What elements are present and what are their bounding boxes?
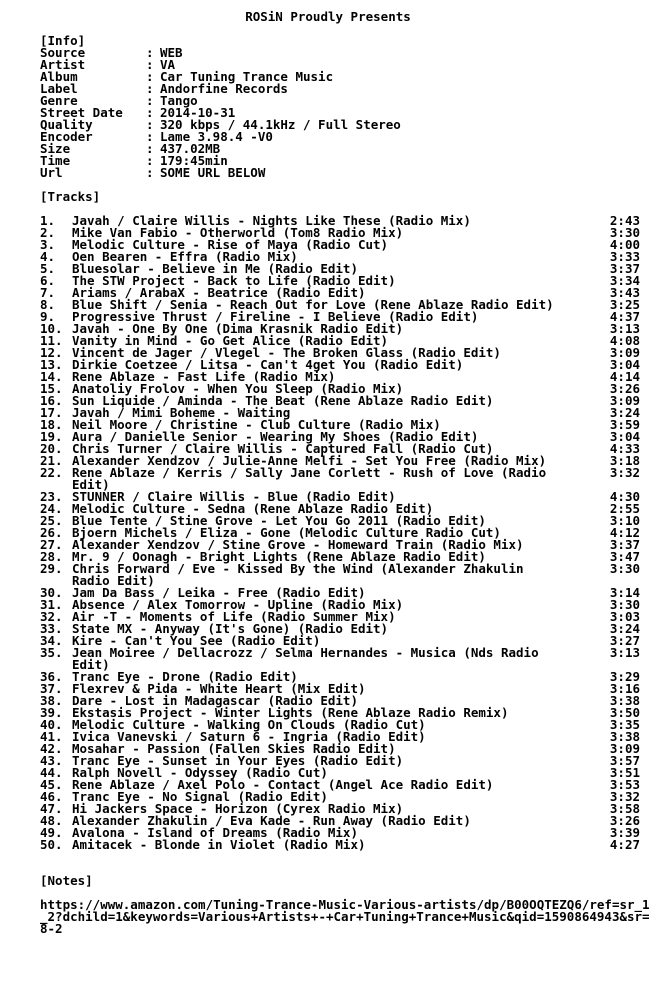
track-title: Alexander Xendzov / Julie-Anne Melfi - Set You Free (Radio Mix): [72, 453, 547, 468]
info-key: Street Date: [40, 105, 123, 120]
track-title: Hi Jackers Space - Horizon (Cyrex Radio Mix): [72, 801, 404, 816]
track-title: Jam Da Bass / Leika - Free (Radio Edit): [72, 585, 366, 600]
track-number: 25.: [40, 513, 63, 528]
track-title: Anatoliy Frolov - When You Sleep (Radio Mix): [72, 381, 404, 396]
track-title: Flexrev & Pida - White Heart (Mix Edit): [72, 681, 366, 696]
info-value: Car Tuning Trance Music: [160, 69, 334, 84]
info-separator: :: [146, 165, 154, 180]
track-number: 24.: [40, 501, 63, 516]
track-title: Neil Moore / Christine - Club Culture (Radio Mix): [72, 417, 441, 432]
track-title: Absence / Alex Tomorrow - Upline (Radio Mix): [72, 597, 404, 612]
track-title: Sun Liquide / Aminda - The Beat (Rene Ablaze Radio Edit): [72, 393, 494, 408]
track-number: 20.: [40, 441, 63, 456]
info-key: Size: [40, 141, 71, 156]
track-title: Ekstasis Project - Winter Lights (Rene Ablaze Radio Remix): [72, 705, 509, 720]
track-number: 1.: [40, 213, 56, 228]
track-title: Jean Moiree / Dellacrozz / Selma Hernandes - Musica (Nds Radio Edit): [72, 645, 539, 672]
info-section-header: [Info]: [40, 33, 86, 48]
track-title: STUNNER / Claire Willis - Blue (Radio Edit): [72, 489, 396, 504]
track-duration: 3:03: [609, 609, 640, 624]
track-duration: 3:30: [609, 225, 640, 240]
info-value: Lame 3.98.4 -V0: [160, 129, 273, 144]
track-number: 32.: [40, 609, 63, 624]
track-title: Mosahar - Passion (Fallen Skies Radio Edit): [72, 741, 396, 756]
track-number: 14.: [40, 369, 63, 384]
info-value: 320 kbps / 44.1kHz / Full Stereo: [160, 117, 401, 132]
info-separator: :: [146, 141, 154, 156]
info-value: SOME URL BELOW: [160, 165, 266, 180]
track-duration: 3:50: [609, 705, 640, 720]
track-title: Chris Turner / Claire Willis - Captured Fall (Radio Cut): [72, 441, 494, 456]
track-title: Ralph Novell - Odyssey (Radio Cut): [72, 765, 328, 780]
track-duration: 3:38: [609, 693, 640, 708]
track-title: Mike Van Fabio - Otherworld (Tom8 Radio Mix): [72, 225, 404, 240]
track-number: 43.: [40, 753, 63, 768]
track-number: 17.: [40, 405, 63, 420]
track-number: 27.: [40, 537, 63, 552]
track-number: 3.: [40, 237, 56, 252]
track-number: 34.: [40, 633, 63, 648]
track-duration: 3:16: [609, 681, 640, 696]
info-value: Andorfine Records: [160, 81, 288, 96]
track-title: Ivica Vanevski / Saturn 6 - Ingria (Radio Edit): [72, 729, 426, 744]
track-number: 50.: [40, 837, 63, 852]
track-duration: 3:26: [609, 813, 640, 828]
page-title: ROSiN Proudly Presents: [245, 9, 411, 24]
info-separator: :: [146, 153, 154, 168]
track-duration: 3:26: [609, 381, 640, 396]
track-number: 12.: [40, 345, 63, 360]
track-number: 30.: [40, 585, 63, 600]
track-number: 18.: [40, 417, 63, 432]
track-title: Vanity in Mind - Go Get Alice (Radio Edit): [72, 333, 389, 348]
track-number: 13.: [40, 357, 63, 372]
track-number: 5.: [40, 261, 56, 276]
track-number: 42.: [40, 741, 63, 756]
info-separator: :: [146, 93, 154, 108]
track-title: Oen Bearen - Effra (Radio Mix): [72, 249, 298, 264]
track-duration: 3:47: [609, 549, 640, 564]
track-duration: 3:09: [609, 393, 640, 408]
notes-url[interactable]: https://www.amazon.com/Tuning-Trance-Music-Various-artists/dp/B00OQTEZQ6/ref=sr_1_2?dchild=1&keywords=Various+Artists+-+Car+Tuning+Trance+Music&qid=1590864943&sr=8-2: [40, 897, 650, 936]
track-number: 22.: [40, 465, 63, 480]
track-duration: 3:14: [609, 585, 640, 600]
info-key: Time: [40, 153, 71, 168]
info-key: Label: [40, 81, 78, 96]
info-separator: :: [146, 69, 154, 84]
track-duration: 3:29: [609, 669, 640, 684]
info-key: Source: [40, 45, 86, 60]
track-duration: 3:25: [609, 297, 640, 312]
track-duration: 2:55: [609, 501, 640, 516]
track-number: 40.: [40, 717, 63, 732]
track-number: 19.: [40, 429, 63, 444]
track-duration: 3:38: [609, 729, 640, 744]
track-duration: 4:14: [609, 369, 640, 384]
track-duration: 4:00: [609, 237, 640, 252]
track-title: Javah - One By One (Dima Krasnik Radio Edit): [72, 321, 404, 336]
info-separator: :: [146, 117, 154, 132]
track-duration: 3:35: [609, 717, 640, 732]
track-number: 23.: [40, 489, 63, 504]
track-number: 28.: [40, 549, 63, 564]
track-title: Javah / Claire Willis - Nights Like These (Radio Mix): [72, 213, 471, 228]
track-duration: 4:12: [609, 525, 640, 540]
track-duration: 3:18: [609, 453, 640, 468]
track-title: Melodic Culture - Rise of Maya (Radio Cut): [72, 237, 389, 252]
track-number: 39.: [40, 705, 63, 720]
track-number: 36.: [40, 669, 63, 684]
track-duration: 3:37: [609, 261, 640, 276]
track-title: Rene Ablaze - Fast Life (Radio Mix): [72, 369, 336, 384]
track-title: Dare - Lost in Madagascar (Radio Edit): [72, 693, 358, 708]
track-number: 38.: [40, 693, 63, 708]
track-duration: 4:30: [609, 489, 640, 504]
track-title: Air -T - Moments of Life (Radio Summer Mix): [72, 609, 396, 624]
track-duration: 3:51: [609, 765, 640, 780]
track-duration: 3:30: [609, 597, 640, 612]
track-title: Progressive Thrust / Fireline - I Believe (Radio Edit): [72, 309, 479, 324]
track-title: Chris Forward / Eve - Kissed By the Wind (Alexander Zhakulin Radio Edit): [72, 561, 524, 588]
track-title: Melodic Culture - Walking On Clouds (Radio Cut): [72, 717, 426, 732]
track-number: 44.: [40, 765, 63, 780]
track-duration: 3:13: [609, 321, 640, 336]
track-duration: 4:08: [609, 333, 640, 348]
track-duration: 3:10: [609, 513, 640, 528]
track-duration: 3:24: [609, 405, 640, 420]
track-number: 48.: [40, 813, 63, 828]
track-number: 16.: [40, 393, 63, 408]
track-number: 37.: [40, 681, 63, 696]
track-duration: 3:32: [609, 465, 640, 480]
info-key: Album: [40, 69, 78, 84]
track-title: Blue Shift / Senia - Reach Out for Love (Rene Ablaze Radio Edit): [72, 297, 554, 312]
info-value: WEB: [160, 45, 183, 60]
track-duration: 3:04: [609, 357, 640, 372]
track-duration: 3:33: [609, 249, 640, 264]
track-title: Avalona - Island of Dreams (Radio Mix): [72, 825, 358, 840]
track-title: Tranc Eye - Sunset in Your Eyes (Radio Edit): [72, 753, 404, 768]
info-separator: :: [146, 129, 154, 144]
track-number: 10.: [40, 321, 63, 336]
track-number: 33.: [40, 621, 63, 636]
track-title: Alexander Zhakulin / Eva Kade - Run Away (Radio Edit): [72, 813, 471, 828]
info-separator: :: [146, 45, 154, 60]
info-value: VA: [160, 57, 176, 72]
track-duration: 2:43: [609, 213, 640, 228]
track-duration: 3:30: [609, 561, 640, 576]
track-number: 45.: [40, 777, 63, 792]
track-duration: 4:33: [609, 441, 640, 456]
track-number: 21.: [40, 453, 63, 468]
track-title: Kire - Can't You See (Radio Edit): [72, 633, 321, 648]
track-title: Vincent de Jager / Vlegel - The Broken Glass (Radio Edit): [72, 345, 501, 360]
track-title: Melodic Culture - Sedna (Rene Ablaze Radio Edit): [72, 501, 434, 516]
track-title: State MX - Anyway (It's Gone) (Radio Edit): [72, 621, 389, 636]
track-title: Mr. 9 / Oonagh - Bright Lights (Rene Ablaze Radio Edit): [72, 549, 486, 564]
track-number: 35.: [40, 645, 63, 660]
info-key: Quality: [40, 117, 93, 132]
track-duration: 3:43: [609, 285, 640, 300]
track-title: Blue Tente / Stine Grove - Let You Go 2011 (Radio Edit): [72, 513, 486, 528]
track-number: 11.: [40, 333, 63, 348]
track-duration: 3:37: [609, 537, 640, 552]
track-duration: 4:27: [609, 837, 640, 852]
track-title: Rene Ablaze / Kerris / Sally Jane Corlett - Rush of Love (Radio Edit): [72, 465, 547, 492]
info-key: Genre: [40, 93, 78, 108]
track-title: The STW Project - Back to Life (Radio Edit): [72, 273, 396, 288]
track-number: 29.: [40, 561, 63, 576]
track-number: 26.: [40, 525, 63, 540]
track-duration: 3:58: [609, 801, 640, 816]
info-key: Encoder: [40, 129, 93, 144]
track-title: Javah / Mimi Boheme - Waiting: [72, 405, 291, 420]
info-value: 2014-10-31: [160, 105, 236, 120]
tracks-section-header: [Tracks]: [40, 189, 101, 204]
track-title: Bjoern Michels / Eliza - Gone (Melodic Culture Radio Cut): [72, 525, 501, 540]
track-title: Aura / Danielle Senior - Wearing My Shoes (Radio Edit): [72, 429, 479, 444]
track-number: 49.: [40, 825, 63, 840]
track-number: 47.: [40, 801, 63, 816]
track-duration: 3:09: [609, 741, 640, 756]
info-separator: :: [146, 57, 154, 72]
info-value: 179:45min: [160, 153, 228, 168]
track-number: 8.: [40, 297, 56, 312]
track-duration: 4:37: [609, 309, 640, 324]
track-duration: 3:09: [609, 345, 640, 360]
info-value: Tango: [160, 93, 198, 108]
track-number: 4.: [40, 249, 56, 264]
track-number: 41.: [40, 729, 63, 744]
track-duration: 3:04: [609, 429, 640, 444]
track-title: Alexander Xendzov / Stine Grove - Homeward Train (Radio Mix): [72, 537, 524, 552]
track-number: 7.: [40, 285, 56, 300]
info-separator: :: [146, 81, 154, 96]
info-separator: :: [146, 105, 154, 120]
track-duration: 3:24: [609, 621, 640, 636]
info-value: 437.02MB: [160, 141, 221, 156]
info-key: Artist: [40, 57, 86, 72]
track-title: Rene Ablaze / Axel Polo - Contact (Angel Ace Radio Edit): [72, 777, 494, 792]
track-duration: 3:39: [609, 825, 640, 840]
track-title: Dirkie Coetzee / Litsa - Can't 4get You (Radio Edit): [72, 357, 464, 372]
track-number: 9.: [40, 309, 56, 324]
notes-section-header: [Notes]: [40, 873, 93, 888]
track-title: Bluesolar - Believe in Me (Radio Edit): [72, 261, 358, 276]
track-duration: 3:57: [609, 753, 640, 768]
track-number: 15.: [40, 381, 63, 396]
track-duration: 3:13: [609, 645, 640, 660]
track-duration: 3:32: [609, 789, 640, 804]
track-duration: 3:34: [609, 273, 640, 288]
track-duration: 3:27: [609, 633, 640, 648]
track-number: 6.: [40, 273, 56, 288]
track-title: Tranc Eye - No Signal (Radio Edit): [72, 789, 328, 804]
track-number: 46.: [40, 789, 63, 804]
info-key: Url: [40, 165, 63, 180]
track-number: 31.: [40, 597, 63, 612]
track-duration: 3:59: [609, 417, 640, 432]
track-duration: 3:53: [609, 777, 640, 792]
track-number: 2.: [40, 225, 56, 240]
track-title: Tranc Eye - Drone (Radio Edit): [72, 669, 298, 684]
track-title: Amitacek - Blonde in Violet (Radio Mix): [72, 837, 366, 852]
track-title: Ariams / ArabaX - Beatrice (Radio Edit): [72, 285, 366, 300]
